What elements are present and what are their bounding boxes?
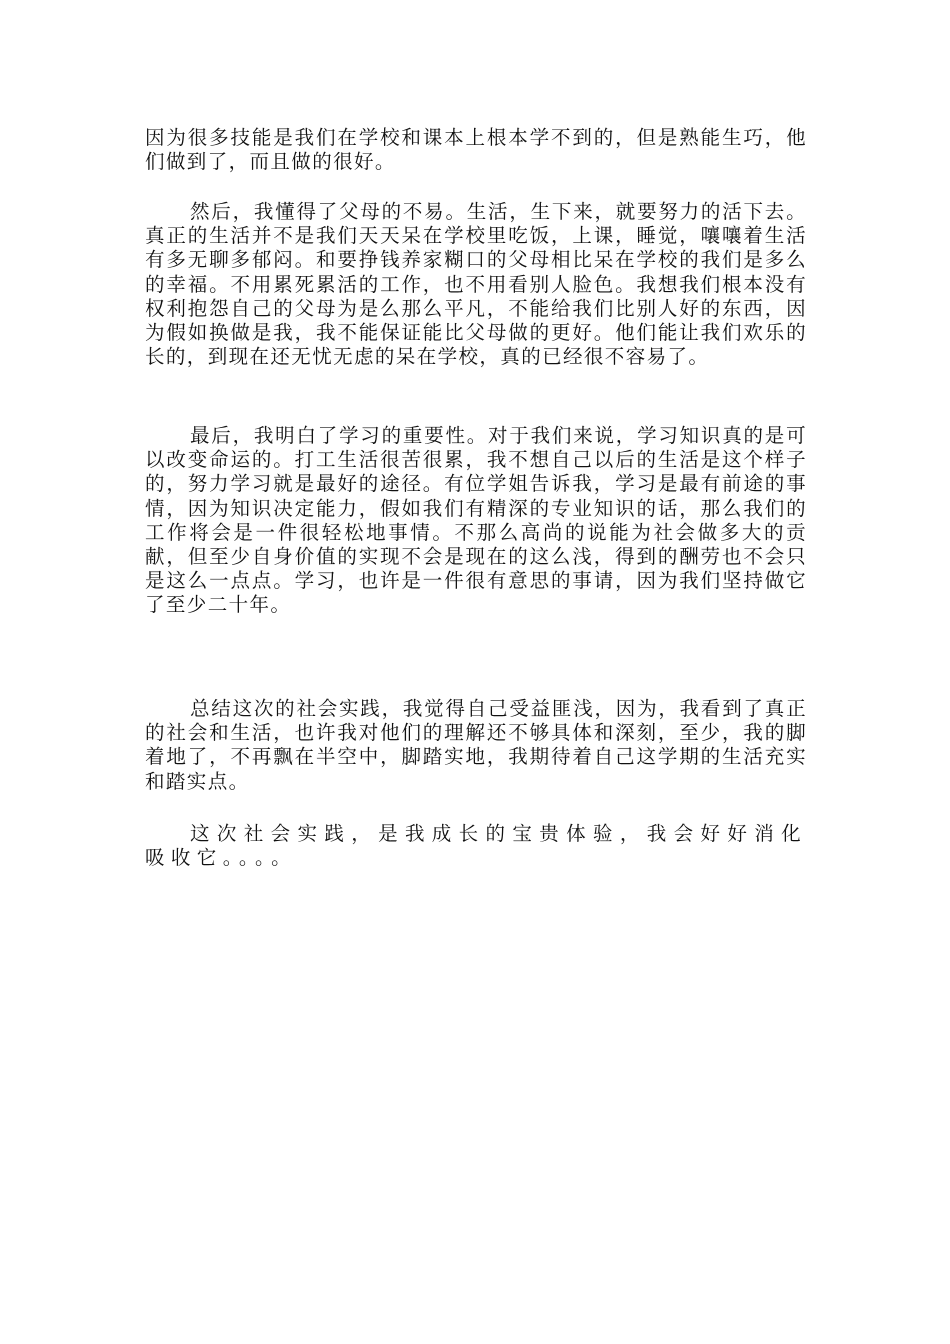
paragraph-2: 然后，我懂得了父母的不易。生活，生下来，就要努力的活下去。真正的生活并不是我们天天呆在学校里吃饭，上课，睡觉，嚷嚷着生活有多无聊多郁闷。和要挣钱养家糊口的父母相比呆在学校的我们是多么的幸福。不用累死累活的工作，也不用看别人脸色。我想我们根本没有权利抱怨自己的父母为是么那么平凡，不能给我们比别人好的东西，因为假如换做是我，我不能保证能比父母做的更好。他们能让我们欢乐的长的，到现在还无忧无虑的呆在学校，真的已经很不容易了。	[145, 200, 807, 369]
paragraph-4: 总结这次的社会实践，我觉得自己受益匪浅，因为，我看到了真正的社会和生活，也许我对他们的理解还不够具体和深刻，至少，我的脚着地了，不再飘在半空中，脚踏实地，我期待着自己这学期的生活充实和踏实点。	[145, 697, 807, 793]
paragraph-3: 最后，我明白了学习的重要性。对于我们来说，学习知识真的是可以改变命运的。打工生活很苦很累，我不想自己以后的生活是这个样子的，努力学习就是最好的途径。有位学姐告诉我，学习是最有前途的事情，因为知识决定能力，假如我们有精深的专业知识的话，那么我们的工作将会是一件很轻松地事情。不那么高尚的说能为社会做多大的贡献，但至少自身价值的实现不会是现在的这么浅，得到的酬劳也不会只是这么一点点。学习，也许是一件很有意思的事请，因为我们坚持做它了至少二十年。	[145, 424, 807, 617]
paragraph-1: 因为很多技能是我们在学校和课本上根本学不到的，但是熟能生巧，他们做到了，而且做的很好。	[145, 126, 807, 174]
paragraph-5: 这次社会实践，是我成长的宝贵体验，我会好好消化吸收它。。。。	[145, 822, 807, 870]
